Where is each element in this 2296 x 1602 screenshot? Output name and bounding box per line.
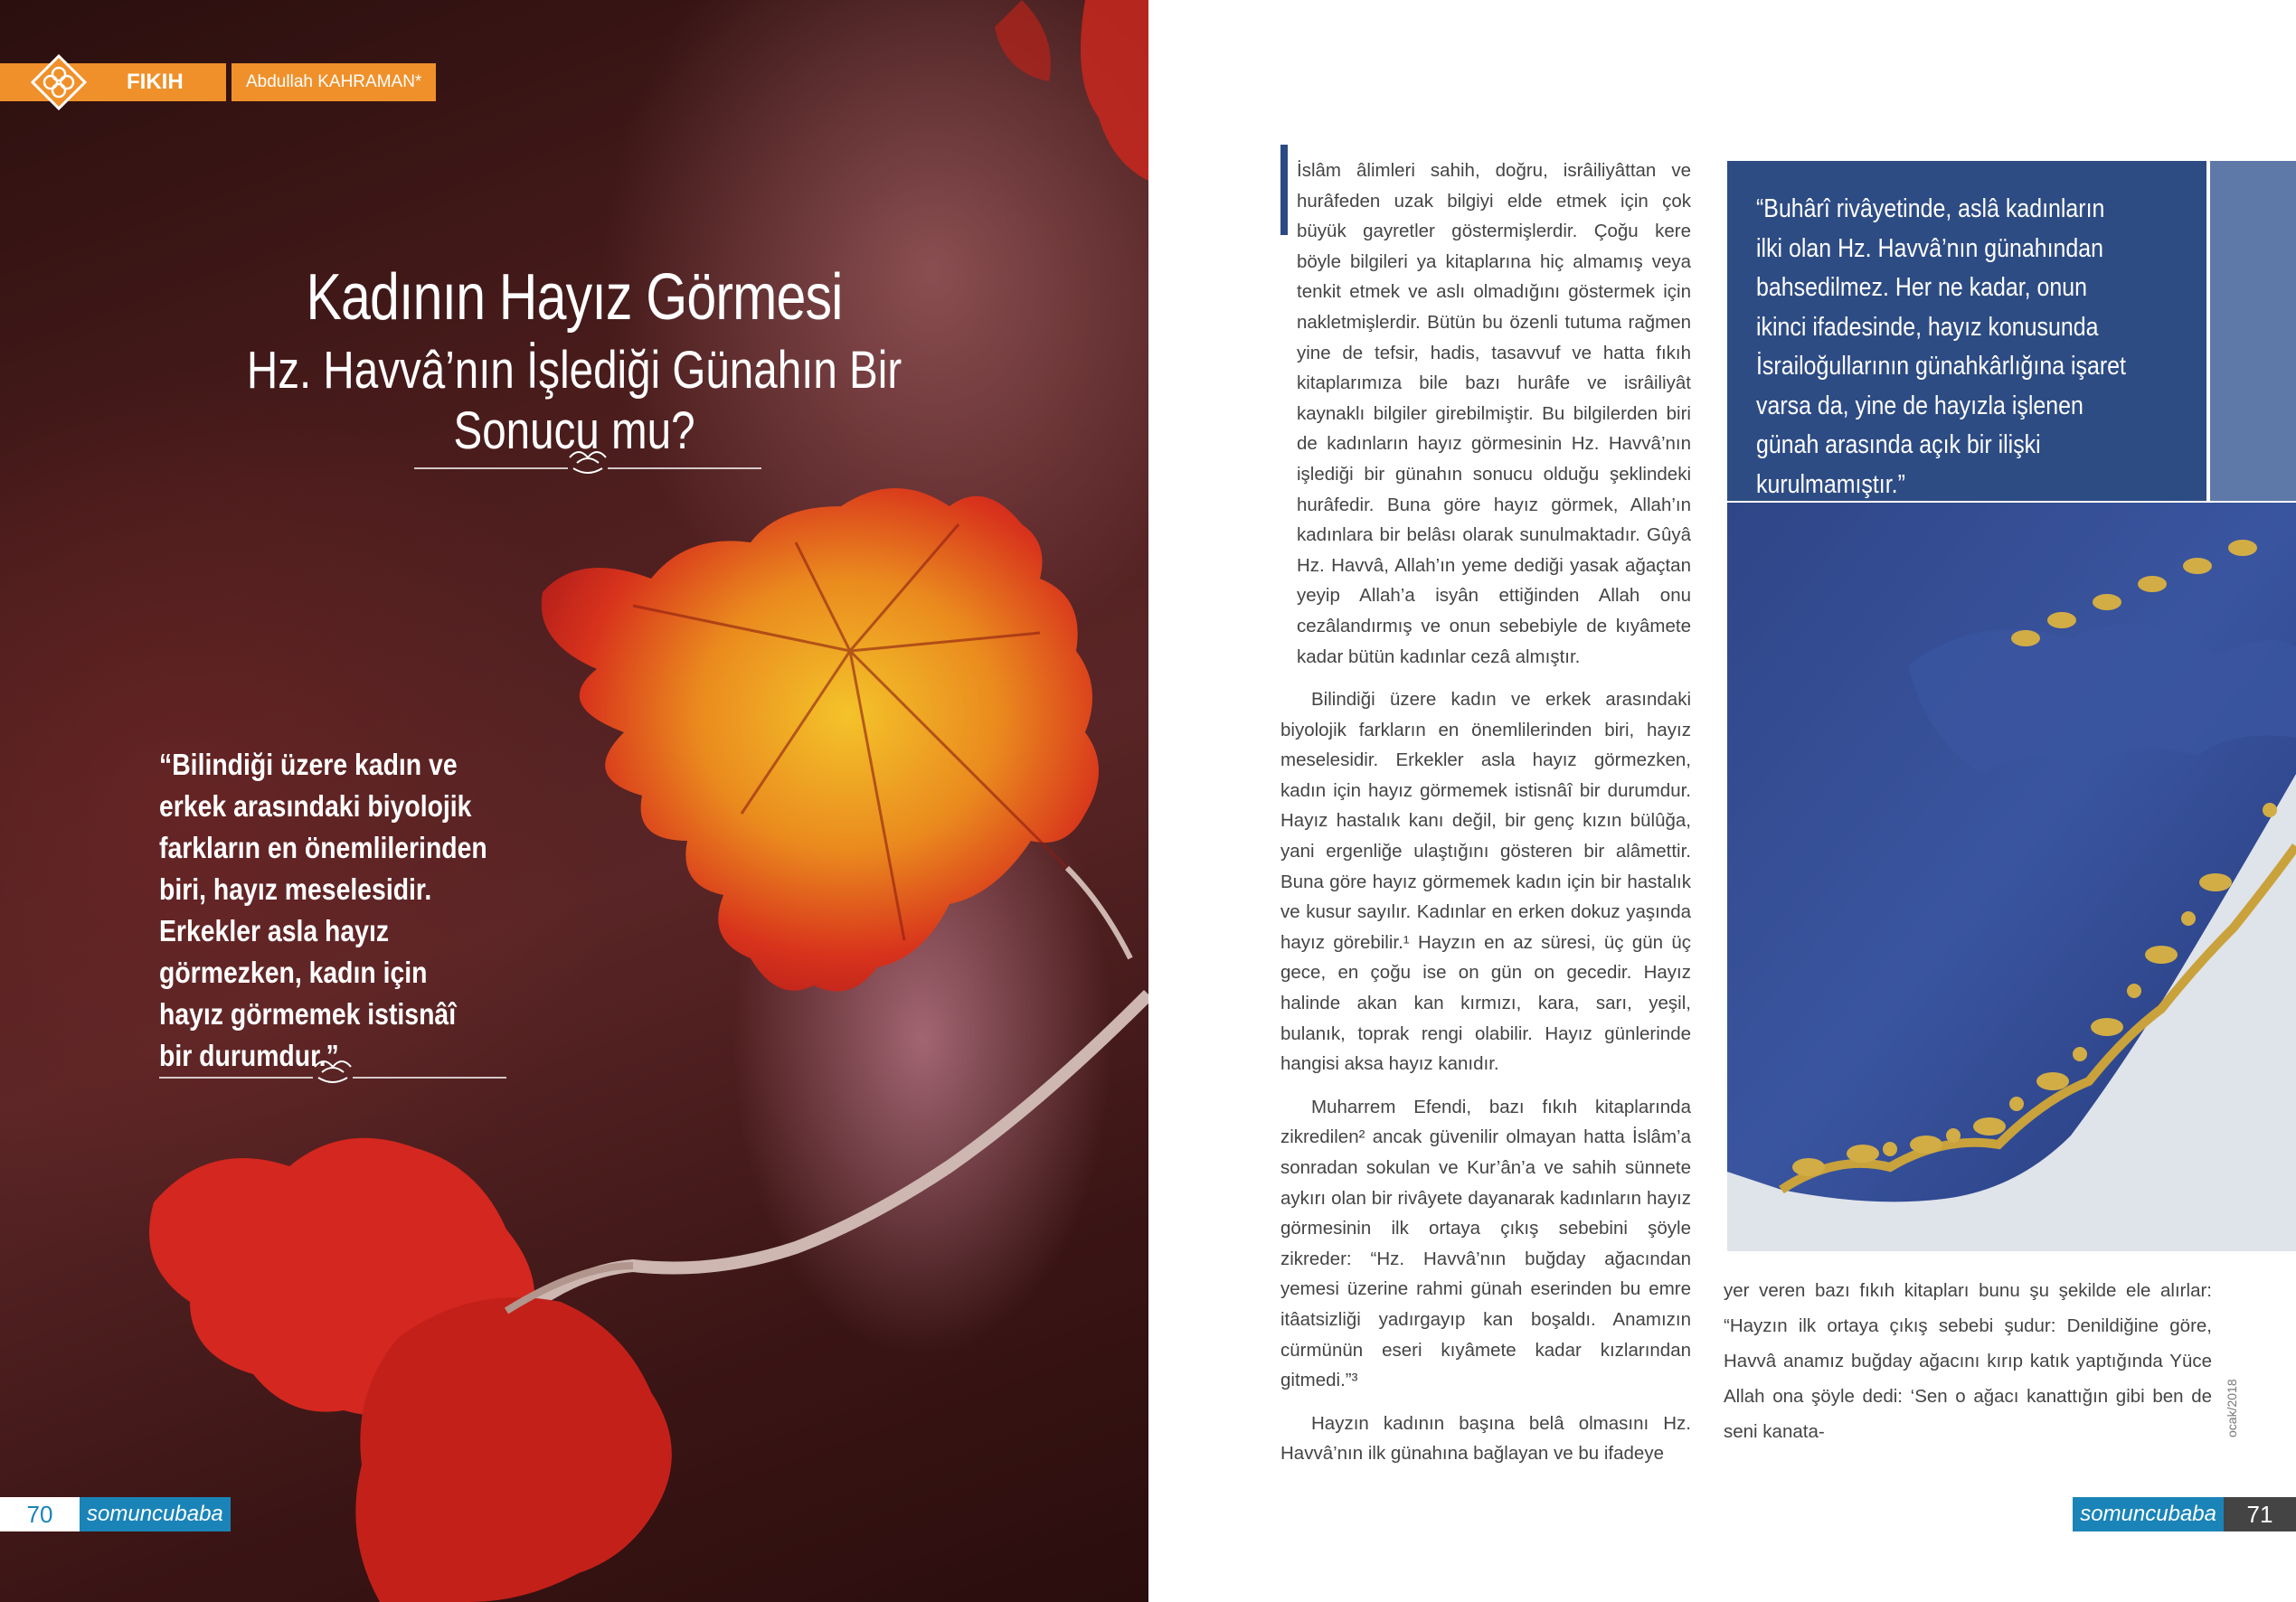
page-number-left: 70	[0, 1497, 80, 1531]
quote-divider-ornament	[159, 1054, 506, 1087]
embroidered-scarf-photo	[1727, 503, 2296, 1251]
magazine-logo-left: somuncubaba	[80, 1497, 231, 1531]
article-body-column	[1280, 155, 1691, 1482]
ornament-diamond-icon	[31, 54, 87, 110]
title-line-1: Kadının Hayız Görmesi	[306, 261, 843, 334]
article-title	[109, 260, 1040, 461]
category-header	[0, 63, 436, 101]
category-tab	[0, 63, 226, 101]
magazine-logo-right: somuncubaba	[2073, 1497, 2224, 1531]
body-paragraph-4: Hayzın kadının başına belâ olmasını Hz. Havvâ’nın ilk günahına bağlayan ve bu ifadeye	[1280, 1412, 1691, 1465]
article-body-column-2: yer veren bazı fıkıh kitapları bunu şu şekilde ele alırlar: “Hayzın ilk ortaya çıkış sebebi şudur: Denildiğine göre, Havvâ anamız buğday ağacını kırıp katık yaptığında Yüce Allah ona şöyle dedi: ‘Sen o ağacı kanattığın gibi ben de seni kanata-	[1724, 1280, 2212, 1442]
body-paragraph-2: Bilindiği üzere kadın ve erkek arasındaki biyolojik farkların en önemlilerinden biri, hayız meselesidir. Erkekler asla hayız görmezken, kadın için hayız görmemek istisnâî bir durumdur. Hayız hastalık kanı değil, bir genç kızın bülûğa, yani ergenliğe ulaştığını gösteren bir alâmettir. Buna göre hayız görmemek kadın için bir hastalık ve kusur sayılır. Kadınlar en erken dokuz yaşında hayız görebilir.¹ Hayzın en az süresi, üç gün üç gece, en çoğu ise on gün on gecedir. Hayız halinde akan kan kırmızı, kara, sarı, yeşil, bulanık, toprak rengi olabilir. Hayız günlerinde hangisi aksa hayız kanıdır.	[1280, 689, 1691, 1075]
category-label: FIKIH	[127, 70, 184, 94]
pull-quote-side-panel	[2210, 161, 2296, 501]
author-name: Abdullah KAHRAMAN*	[231, 63, 436, 101]
body-paragraph-1: İslâm âlimleri sahih, doğru, isrâiliyâttan ve hurâfeden uzak bilgiyi elde etmek için çok büyük gayretler göstermişlerdir. Çoğu kere böyle bilgileri ya kitaplarına hiç almamış veya tenkit etmek ve aslı olmadığını göstermek için nakletmişlerdir. Bütün bu özenli tutuma rağmen yine de tefsir, hadis, tasavvuf ve hatta fıkıh kitaplarımıza bile bazı hurâfe ve isrâiliyât kaynaklı bilgiler girebilmiştir. Bu bilgilerden biri de kadınların hayız görmesinin Hz. Havvâ’nın işlediği bir günahın sonucu olduğu şeklindeki hurâfedir. Buna göre hayız görmek, Allah’ın kadınlara bir belâsı olarak sunulmaktadır. Gûyâ Hz. Havvâ, Allah’ın yeme dediği yasak ağaçtan yeyip Allah’a isyân ettiğinden Allah onu cezâlandırmış ve onun sebebiyle de kıyâmete kadar bütün kadınlar cezâ almıştır.	[1297, 160, 1691, 667]
right-page	[1148, 0, 2296, 1602]
page-footer-left	[0, 1497, 231, 1531]
title-line-2: Hz. Havvâ’nın İşlediği Günahın Bir Sonucu mu?	[246, 341, 902, 460]
title-divider-ornament	[414, 445, 761, 477]
issue-date: ocak/2018	[2225, 1379, 2239, 1437]
body-paragraph-3: Muharrem Efendi, bazı fıkıh kitaplarında zikredilen² ancak güvenilir olmayan hatta İslâm’a sonradan sokulan ve Kur’ân’a ve sahih sünnete aykırı olan bir rivâyete dayanarak kadınların hayız görmesinin ilk ortaya çıkış sebebini şöyle zikreder: “Hz. Havvâ’nın buğday ağacından yemesi üzerine rahmi günah eserinden bu emre itâatsizliği yadırgayıp kan boşaldı. Anamızın cürmünün eseri kıyâmete kadar kızlarından gitmedi.”³	[1280, 1096, 1691, 1391]
pull-quote-right: “Buhârî rivâyetinde, aslâ kadınların ilki olan Hz. Havvâ’nın günahından bahsedilmez. Her ne kadar, onun ikinci ifadesinde, hayız konusunda İsrailoğullarının günahkârlığına işaret varsa da, yine de hayızla işlenen günah arasında açık bir ilişki kurulmamıştır.”	[1756, 194, 2126, 499]
page-number-right: 71	[2224, 1497, 2296, 1531]
pull-quote-left: “Bilindiği üzere kadın ve erkek arasındaki biyolojik farkların en önemlilerinden biri, hayız meselesidir. Erkekler asla hayız görmezken, kadın için hayız görmemek istisnâî bir durumdur.”	[159, 748, 487, 1072]
page-footer-right	[2073, 1497, 2296, 1531]
